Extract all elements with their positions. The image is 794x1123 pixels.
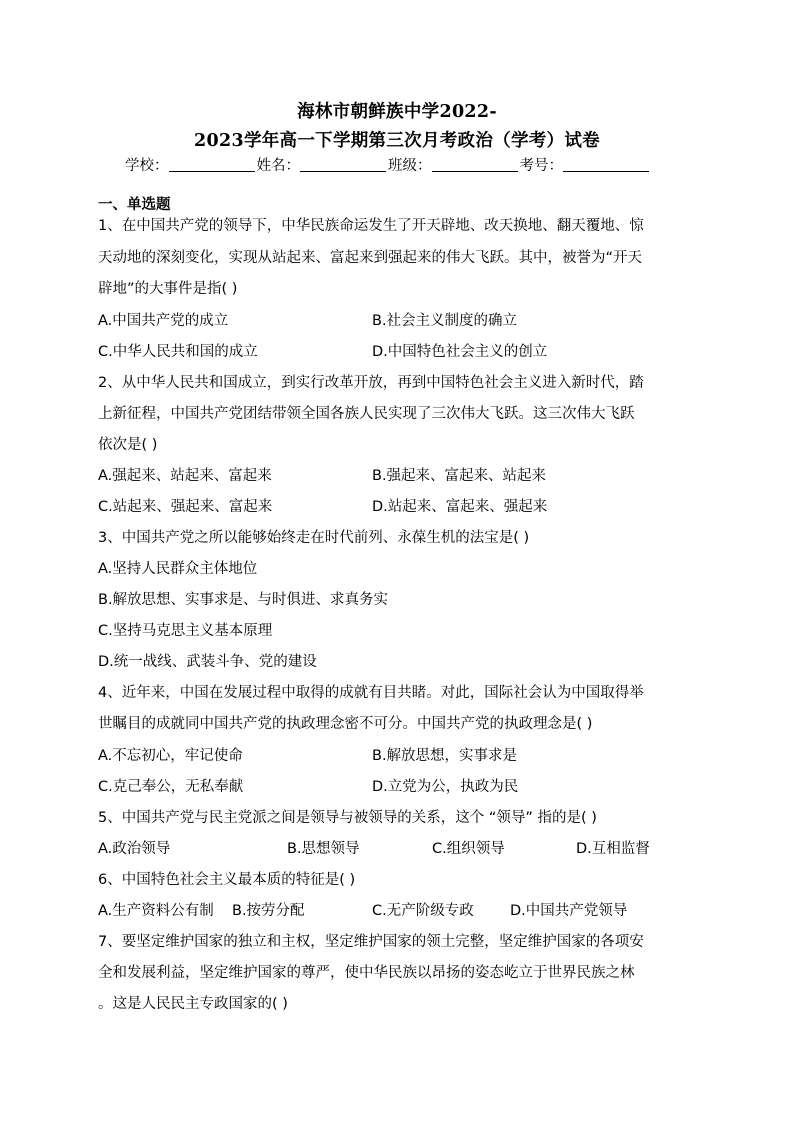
class-label: 班级： <box>388 158 432 174</box>
class-blank[interactable] <box>432 157 518 172</box>
question-2-option-b[interactable]: B.强起来、富起来、站起来 <box>372 468 547 484</box>
question-5-line-1: 5、中国共产党与民主党派之间是领导与被领导的关系，这个 “领导” 指的是( ) <box>98 810 597 826</box>
question-1-line-3: 辟地”的大事件是指( ) <box>98 281 238 297</box>
question-2-option-a[interactable]: A.强起来、站起来、富起来 <box>98 468 272 484</box>
question-2-option-d[interactable]: D.站起来、富起来、强起来 <box>372 499 548 515</box>
question-7-line-1: 7、要坚定维护国家的独立和主权，坚定维护国家的领土完整，坚定维护国家的各项安 <box>98 934 644 950</box>
question-3-option-c[interactable]: C.坚持马克思主义基本原理 <box>98 623 273 639</box>
question-2-line-1: 2、从中华人民共和国成立，到实行改革开放，再到中国特色社会主义进入新时代，踏 <box>98 375 644 391</box>
question-4-option-d[interactable]: D.立党为公，执政为民 <box>372 779 519 795</box>
question-6-option-a[interactable]: A.生产资料公有制 <box>98 903 214 919</box>
name-label: 姓名： <box>256 158 300 174</box>
question-1-option-d[interactable]: D.中国特色社会主义的创立 <box>372 344 548 360</box>
question-1-option-c[interactable]: C.中华人民共和国的成立 <box>98 344 258 360</box>
question-6-option-d[interactable]: D.中国共产党领导 <box>510 903 628 919</box>
question-4-option-b[interactable]: B.解放思想，实事求是 <box>372 748 518 764</box>
name-blank[interactable] <box>300 157 386 172</box>
question-2-option-c[interactable]: C.站起来、强起来、富起来 <box>98 499 273 515</box>
student-info-row <box>125 154 651 175</box>
exam-no-blank[interactable] <box>563 157 649 172</box>
school-label: 学校： <box>125 158 169 174</box>
question-1-option-a[interactable]: A.中国共产党的成立 <box>98 313 229 329</box>
question-5-option-a[interactable]: A.政治领导 <box>98 841 171 857</box>
question-3-option-b[interactable]: B.解放思想、实事求是、与时俱进、求真务实 <box>98 592 389 608</box>
exam-title-line2: 2023学年高一下学期第三次月考政治（学考）试卷 <box>194 131 600 151</box>
question-5-option-b[interactable]: B.思想领导 <box>287 841 360 857</box>
question-2-line-2: 上新征程，中国共产党团结带领全国各族人民实现了三次伟大飞跃。这三次伟大飞跃 <box>98 406 635 422</box>
question-7-line-2: 全和发展利益，坚定维护国家的尊严，使中华民族以昂扬的姿态屹立于世界民族之林 <box>98 965 635 981</box>
question-1-line-1: 1、在中国共产党的领导下，中华民族命运发生了开天辟地、改天换地、翻天覆地、惊 <box>98 218 644 234</box>
question-6-line-1: 6、中国特色社会主义最本质的特征是( ) <box>98 872 356 888</box>
question-4-option-c[interactable]: C.克己奉公，无私奉献 <box>98 779 244 795</box>
question-3-line-1: 3、中国共产党之所以能够始终走在时代前列、永葆生机的法宝是( ) <box>98 530 530 546</box>
question-1-line-2: 天动地的深刻变化，实现从站起来、富起来到强起来的伟大飞跃。其中，被誉为“开天 <box>98 250 643 266</box>
exam-no-label: 考号： <box>519 158 563 174</box>
question-3-option-a[interactable]: A.坚持人民群众主体地位 <box>98 561 258 577</box>
question-4-line-2: 世瞩目的成就同中国共产党的执政理念密不可分。中国共产党的执政理念是( ) <box>98 716 593 732</box>
question-7-line-3: 。这是人民民主专政国家的( ) <box>98 996 288 1012</box>
section-title: 一、单选题 <box>98 197 171 213</box>
question-5-option-c[interactable]: C.组织领导 <box>432 841 505 857</box>
question-3-option-d[interactable]: D.统一战线、武装斗争、党的建设 <box>98 654 317 670</box>
exam-title-line1: 海林市朝鲜族中学2022- <box>297 102 497 122</box>
question-6-option-b[interactable]: B.按劳分配 <box>232 903 305 919</box>
question-6-option-c[interactable]: C.无产阶级专政 <box>372 903 474 919</box>
question-4-option-a[interactable]: A.不忘初心，牢记使命 <box>98 748 243 764</box>
school-blank[interactable] <box>169 157 255 172</box>
question-2-line-3: 依次是( ) <box>98 437 158 453</box>
question-5-option-d[interactable]: D.互相监督 <box>576 841 650 857</box>
question-4-line-1: 4、近年来，中国在发展过程中取得的成就有目共睹。对此，国际社会认为中国取得举 <box>98 685 644 701</box>
question-1-option-b[interactable]: B.社会主义制度的确立 <box>372 313 518 329</box>
